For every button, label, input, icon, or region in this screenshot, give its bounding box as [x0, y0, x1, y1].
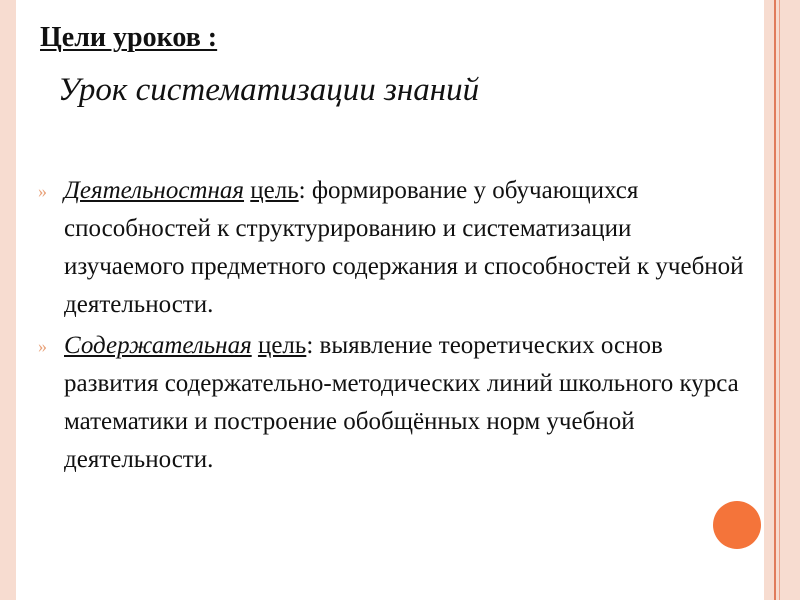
goal-separator: : [298, 177, 306, 204]
bullet-quote-icon: » [38, 336, 47, 356]
goal-item-activity [36, 172, 752, 324]
decorative-circle [713, 501, 761, 549]
goal-item-content [36, 327, 752, 479]
goal-kind: Содержательная [64, 332, 252, 359]
goal-text: выявление теоретических основ развития содержательно-методических линий школьного курса математики и построение обобщённых норм учебной деятельности. [64, 332, 739, 473]
goal-word: цель [250, 177, 299, 204]
left-decorative-border [0, 0, 16, 600]
right-decorative-border [764, 0, 800, 600]
goal-separator: : [306, 332, 314, 359]
goal-text: формирование у обучающихся способностей к структурированию и систематизации изучаемого предметного содержания и способностей к учебной деятельности. [64, 177, 744, 318]
slide-title: Цели уроков : [40, 22, 218, 53]
bullet-quote-icon: » [38, 181, 47, 201]
right-border-inner-line [779, 0, 780, 600]
goals-list [36, 172, 752, 482]
slide-subtitle: Урок систематизации знаний [58, 72, 480, 108]
right-border-line [774, 0, 776, 600]
goal-word: цель [257, 332, 307, 359]
goal-kind: Деятельностная [64, 177, 245, 204]
